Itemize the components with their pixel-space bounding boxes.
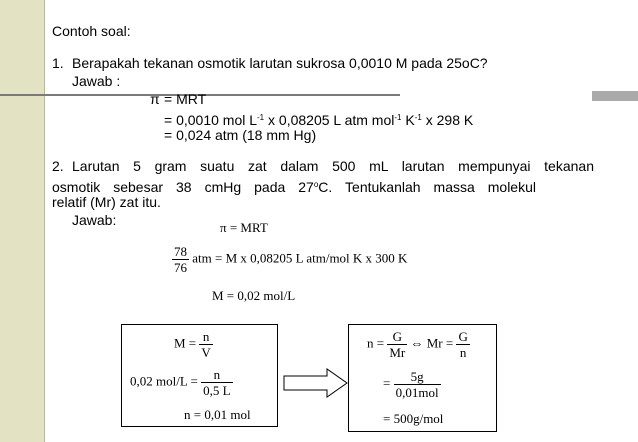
sidebar-rule: [44, 0, 45, 442]
q1-pi-symbol: π: [150, 91, 160, 107]
eq-substitution: $\frac{78}{76}$ atm = M x 0,08205 L atm/mol K x 300 K: [174, 244, 408, 275]
moles-result: n = 0,01 mol: [184, 407, 251, 422]
moles-calculation-box: [121, 324, 278, 427]
eq-molarity-result: M = 0,02 mol/L: [212, 288, 296, 303]
q2-number: 2.: [52, 158, 64, 174]
pressure-fraction: $\frac{78}{76}$: [174, 244, 187, 275]
right-arrow-icon: [283, 368, 349, 398]
molar-mass-result: = 500g/mol: [383, 411, 444, 426]
heading: Contoh soal:: [52, 23, 131, 39]
q1-number: 1.: [52, 55, 64, 71]
q1-answer-label: Jawab :: [72, 73, 121, 89]
moles-mass-relation: n = $\frac{G}{Mr}$ ⇔ Mr = $\frac{G}{n}$: [367, 329, 468, 360]
q1-line1: = MRT: [164, 91, 207, 107]
molar-mass-substitution: = $\frac{5g}{\text{0,01mol}}$: [383, 369, 439, 400]
horizontal-accent-bar: [592, 91, 638, 101]
molarity-formula: M = $\frac{n}{V}$: [174, 329, 211, 360]
q2-line3: relatif (Mr) zat itu.: [52, 194, 161, 210]
q2-line2: osmotik sebesar 38 cmHg pada 27$^o$C. Tentukanlah massa molekul: [52, 179, 536, 195]
q2-answer-label: Jawab:: [72, 212, 117, 228]
q1-line3: = 0,024 atm (18 mm Hg): [164, 127, 317, 143]
equation-block: [158, 214, 466, 312]
eq-osmotic-law: π = MRT: [220, 220, 268, 235]
q1-question: Berapakah tekanan osmotik larutan sukrosa 0,0010 M pada 25oC?: [72, 55, 488, 71]
molar-mass-calculation-box: [348, 324, 497, 432]
q2-line1: Larutan 5 gram suatu zat dalam 500 mL larutan mempunyai tekanan: [72, 158, 594, 174]
q1-line2: = 0,0010 mol $L^{-1}$ x 0,08205 L atm mol$^{-1}$ $K^{-1}$ x 298 K: [164, 112, 474, 128]
slide-sidebar: [0, 0, 44, 442]
moles-substitution: 0,02 mol/L = $\frac{n}{0,5 L}$: [130, 367, 231, 398]
